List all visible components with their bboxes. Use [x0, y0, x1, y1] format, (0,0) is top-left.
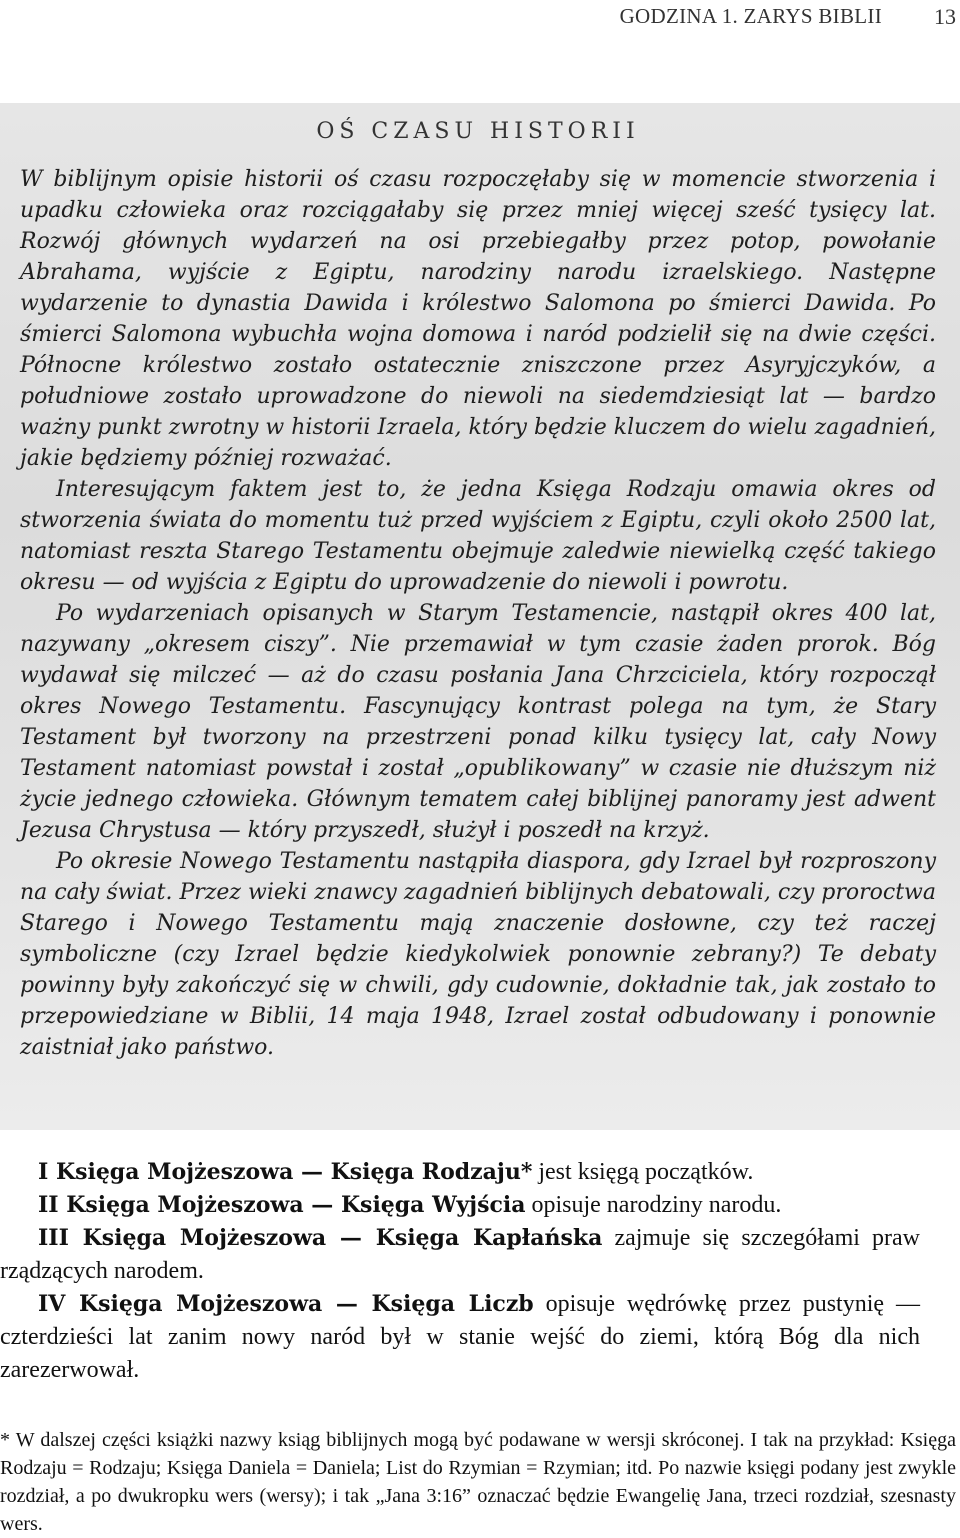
- book-description: jest księgą początków.: [532, 1159, 754, 1185]
- book-entry: [0, 1222, 920, 1288]
- book-name: III Księga Mojżeszowa — Księga Kapłańska: [38, 1225, 603, 1251]
- sidebar-paragraph: W biblijnym opisie historii oś czasu rozpoczęłaby się w momencie stworzenia i upadku człowieka oraz rozciągałaby się przez mniej więcej sześć tysięcy lat. Rozwój głównych wydarzeń na osi przebiegałby przez potop, powołanie Abrahama, wyjście z Egiptu, narodziny narodu izraelskiego. Następne wydarzenie to dynastia Dawida i królestwo Salomona po śmierci Dawida. Po śmierci Salomona wybuchła wojna domowa i naród podzielił się na dwie części. Północne królestwo zostało ostatecznie zniszczone przez Asyryjczyków, a południowe zostało uprowadzone do niewoli na siedemdziesiąt lat — bardzo ważny punkt zwrotny w historii Izraela, który będzie kluczem do wielu zagadnień, jakie będziemy później rozważać.: [20, 167, 936, 471]
- sidebar-paragraph: Po wydarzeniach opisanych w Starym Testamencie, nastąpił okres 400 lat, nazywany „okresem ciszy”. Nie przemawiał w tym czasie żaden prorok. Bóg wydawał się milczeć — aż do czasu posłania Jana Chrzciciela, który rozpoczął okres Nowego Testamentu. Fascynujący kontrast polega na tym, że Stary Testament był tworzony na przestrzeni ponad kilku tysięcy lat, cały Nowy Testament natomiast powstał i został „opublikowany” w czasie nie dłuższym niż życie jednego człowieka. Głównym tematem całej biblijnej panoramy jest adwent Jezusa Chrystusa — który przyszedł, służył i poszedł na krzyż.: [20, 601, 936, 843]
- book-entry: [0, 1189, 920, 1222]
- books-list: [0, 1156, 920, 1387]
- page-number: 13: [934, 4, 956, 29]
- book-name: I Księga Mojżeszowa — Księga Rodzaju*: [38, 1159, 533, 1185]
- book-description: opisuje narodziny narodu.: [525, 1192, 782, 1218]
- running-title: GODZINA 1. ZARYS BIBLII: [619, 4, 882, 28]
- sidebar-paragraph: Po okresie Nowego Testamentu nastąpiła diaspora, gdy Izrael był rozproszony na cały świat. Przez wieki znawcy zagadnień biblijnych debatowali, czy proroctwa Starego i Nowego Testamentu mają znaczenie dosłowne, czy też raczej symboliczne (czy Izrael będzie kiedykolwiek ponownie zebrany?) Te debaty powinny były zakończyć się w chwili, gdy cudownie, dokładnie tak, jak zostało to przepowiedziane w Biblii, 14 maja 1948, Izrael został odbudowany i ponownie zaistniał jako państwo.: [20, 849, 936, 1060]
- page-header: [0, 0, 960, 40]
- sidebar-text: [20, 164, 936, 1063]
- book-name: II Księga Mojżeszowa — Księga Wyjścia: [38, 1192, 526, 1218]
- book-description: zajmuje się szczegółami praw rządzących narodem.: [0, 1225, 921, 1284]
- footnote-text: * W dalszej części książki nazwy ksiąg biblijnych mogą być podawane w wersji skróconej. I tak na przykład: Księga Rodzaju = Rodzaju; Księga Daniela = Daniela; List do Rzymian = Rzymian; itd. Po nazwie księgi podany jest zwykle rozdział, a po dwukropku wers (wersy); i tak „Jana 3:16” oznaczać będzie Ewangelię Jana, trzeci rozdział, szesnasty wers.: [0, 1429, 956, 1535]
- timeline-sidebar-box: [0, 103, 960, 1130]
- footnote: [0, 1426, 956, 1538]
- book-entry: [0, 1156, 920, 1189]
- book-name: IV Księga Mojżeszowa — Księga Liczb: [38, 1291, 534, 1317]
- book-entry: [0, 1288, 920, 1387]
- sidebar-title: OŚ CZASU HISTORII: [316, 119, 640, 144]
- sidebar-paragraph: Interesującym faktem jest to, że jedna Księga Rodzaju omawia okres od stworzenia świata do momentu tuż przed wyjściem z Egiptu, czyli około 2500 lat, natomiast reszta Starego Testamentu obejmuje zaledwie niewielką część takiego okresu — od wyjścia z Egiptu do uprowadzenie do niewoli i powrotu.: [20, 477, 936, 595]
- book-description: opisuje wędrówkę przez pustynię — czterdzieści lat zanim nowy naród był w stanie wejść do ziemi, którą Bóg dla nich zarezerwował.: [0, 1291, 920, 1383]
